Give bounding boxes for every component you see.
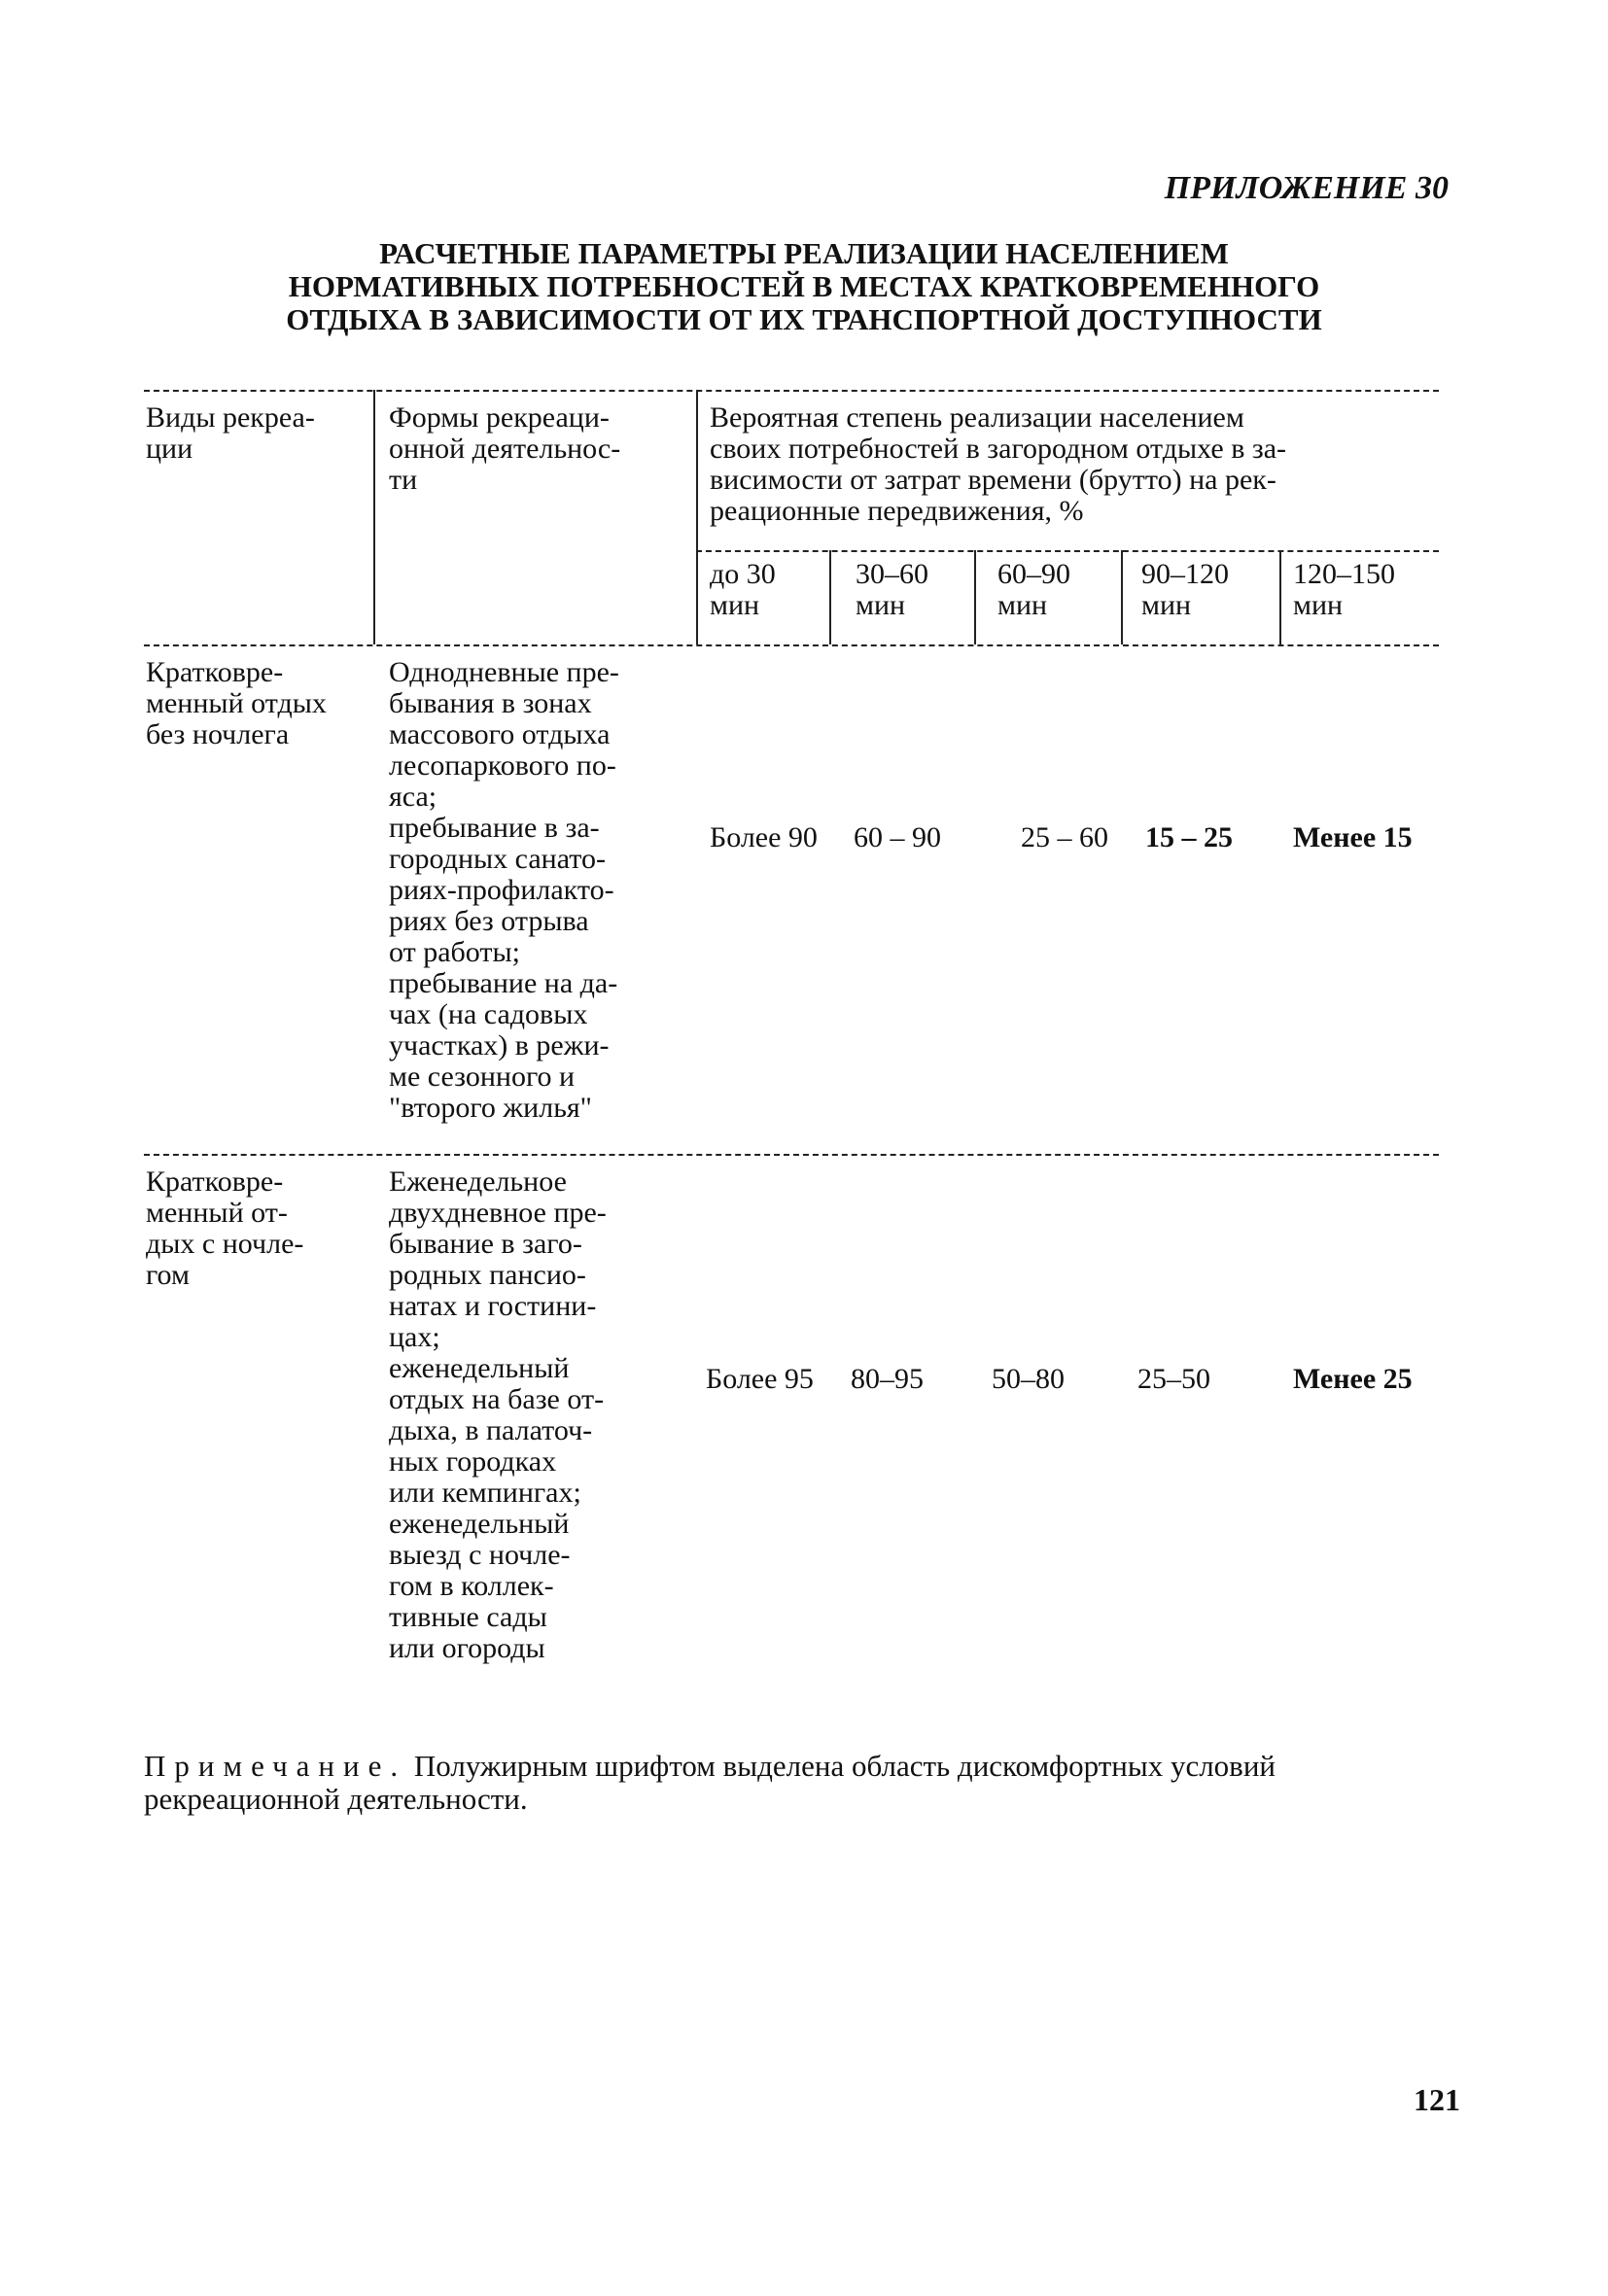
row2-type-line: дых с ночле- [146, 1228, 304, 1260]
header-col-types-line: Виды рекреа- [146, 401, 315, 434]
row1-forms-line: массового отдыха [389, 718, 611, 750]
subheader-60-90 [997, 559, 1070, 621]
document-title [0, 237, 1608, 336]
title-line-3: ОТДЫХА В ЗАВИСИМОСТИ ОТ ИХ ТРАНСПОРТНОЙ ДОСТУПНОСТИ [286, 302, 1322, 336]
row2-forms-line: еженедельный [389, 1352, 570, 1384]
header-col-forms-line: онной деятельнос- [389, 433, 621, 465]
row1-forms-line: чах (на садовых [389, 998, 588, 1030]
row2-forms-line: тивные сады [389, 1601, 547, 1633]
sub-divider-4 [1279, 550, 1281, 644]
row1-value-60-90: 25 – 60 [1021, 821, 1108, 853]
subheader-line: мин [997, 589, 1048, 621]
row1-type-line: без ночлега [146, 718, 290, 750]
header-col-degree-line: висимости от затрат времени (брутто) на рек- [710, 464, 1276, 496]
table-top-rule [144, 390, 1439, 392]
sub-divider-2 [974, 550, 976, 644]
row1-forms-line: участках) в режи- [389, 1029, 610, 1061]
row1-forms-line: яса; [389, 781, 437, 813]
header-col-degree-line: реационные передвижения, % [710, 495, 1084, 527]
row2-forms-line: двухдневное пре- [389, 1197, 607, 1229]
appendix-label: ПРИЛОЖЕНИЕ 30 [1164, 170, 1449, 206]
row1-value-120-150: Менее 15 [1293, 821, 1413, 853]
header-col-types [146, 402, 315, 465]
subheader-line: мин [710, 589, 760, 621]
row2-forms-line: ных городках [389, 1445, 557, 1478]
sub-divider-3 [1121, 550, 1123, 644]
title-line-2: НОРМАТИВНЫХ ПОТРЕБНОСТЕЙ В МЕСТАХ КРАТКОВРЕМЕННОГО [288, 269, 1320, 303]
row1-forms-line: бывания в зонах [389, 687, 592, 719]
row1-forms-line: пребывание на да- [389, 967, 618, 999]
row1-value-30-60: 60 – 90 [854, 821, 941, 853]
row2-type [146, 1166, 303, 1291]
subheader-line: 60–90 [997, 558, 1070, 590]
row2-forms-line: еженедельный [389, 1508, 570, 1540]
subheader-90-120 [1141, 559, 1229, 621]
footnote-text: Полужирным шрифтом выделена область дискомфортных условий рекреационной деятельности. [144, 1749, 1276, 1816]
header-col-forms-line: Формы рекреаци- [389, 401, 610, 434]
row-separator-rule [144, 1154, 1439, 1156]
header-col-types-line: ции [146, 433, 193, 465]
header-col-forms [389, 402, 620, 496]
row1-forms-line: от работы; [389, 936, 520, 968]
header-bottom-rule [144, 644, 1439, 646]
row1-forms-line: риях без отрыва [389, 905, 589, 937]
page-number: 121 [1414, 2082, 1460, 2117]
subheader-120-150 [1293, 559, 1395, 621]
row2-forms-line: или огороды [389, 1632, 545, 1664]
row1-type-line: менный отдых [146, 687, 327, 719]
row1-forms-line: городных санато- [389, 843, 606, 875]
row1-forms-line: пребывание в за- [389, 812, 600, 844]
header-col-degree-line: своих потребностей в загородном отдыхе в за- [710, 433, 1287, 465]
row2-value-60-90: 50–80 [992, 1363, 1065, 1395]
row2-forms-line: или кемпингах; [389, 1477, 581, 1509]
subheader-line: 120–150 [1293, 558, 1395, 590]
header-col-forms-line: ти [389, 464, 418, 496]
row2-value-30-60: 80–95 [851, 1363, 924, 1395]
row1-forms-line: ме сезонного и [389, 1061, 576, 1093]
row2-type-line: менный от- [146, 1197, 288, 1229]
row2-forms-line: Еженедельное [389, 1165, 567, 1198]
row1-forms-line: лесопаркового по- [389, 749, 616, 782]
footnote-label: Примечание. [144, 1749, 407, 1783]
row1-forms [389, 657, 619, 1124]
row2-type-line: Кратковре- [146, 1165, 284, 1198]
row2-value-0-30: Более 95 [706, 1363, 814, 1395]
subheader-0-30 [710, 559, 776, 621]
row1-type [146, 657, 327, 750]
subheader-rule [696, 550, 1439, 552]
row2-forms [389, 1166, 607, 1664]
row2-forms-line: дыха, в палаточ- [389, 1414, 593, 1446]
col-divider-1 [373, 390, 375, 644]
row2-value-90-120: 25–50 [1137, 1363, 1210, 1395]
row2-forms-line: цах; [389, 1321, 440, 1353]
subheader-line: мин [856, 589, 906, 621]
subheader-30-60 [856, 559, 928, 621]
row1-forms-line: Однодневные пре- [389, 656, 619, 688]
subheader-line: мин [1141, 589, 1192, 621]
subheader-line: мин [1293, 589, 1344, 621]
row1-forms-line: риях-профилакто- [389, 874, 614, 906]
col-divider-2 [696, 390, 698, 644]
row2-forms-line: отдых на базе от- [389, 1383, 605, 1415]
footnote [144, 1750, 1447, 1816]
row2-forms-line: бывание в заго- [389, 1228, 582, 1260]
row1-value-0-30: Более 90 [710, 821, 818, 853]
row2-forms-line: выезд с ночле- [389, 1539, 571, 1571]
row2-forms-line: гом в коллек- [389, 1570, 554, 1602]
subheader-line: 30–60 [856, 558, 928, 590]
row2-type-line: гом [146, 1259, 190, 1291]
header-col-degree-line: Вероятная степень реализации населением [710, 401, 1244, 434]
subheader-line: 90–120 [1141, 558, 1229, 590]
row1-value-90-120: 15 – 25 [1145, 821, 1233, 853]
row2-value-120-150: Менее 25 [1293, 1363, 1413, 1395]
header-col-degree [710, 402, 1286, 527]
subheader-line: до 30 [710, 558, 776, 590]
sub-divider-1 [829, 550, 831, 644]
title-line-1: РАСЧЕТНЫЕ ПАРАМЕТРЫ РЕАЛИЗАЦИИ НАСЕЛЕНИЕМ [379, 236, 1229, 270]
row1-type-line: Кратковре- [146, 656, 284, 688]
row2-forms-line: родных пансио- [389, 1259, 586, 1291]
row1-forms-line: "второго жилья" [389, 1092, 592, 1124]
row2-forms-line: натах и гостини- [389, 1290, 597, 1322]
